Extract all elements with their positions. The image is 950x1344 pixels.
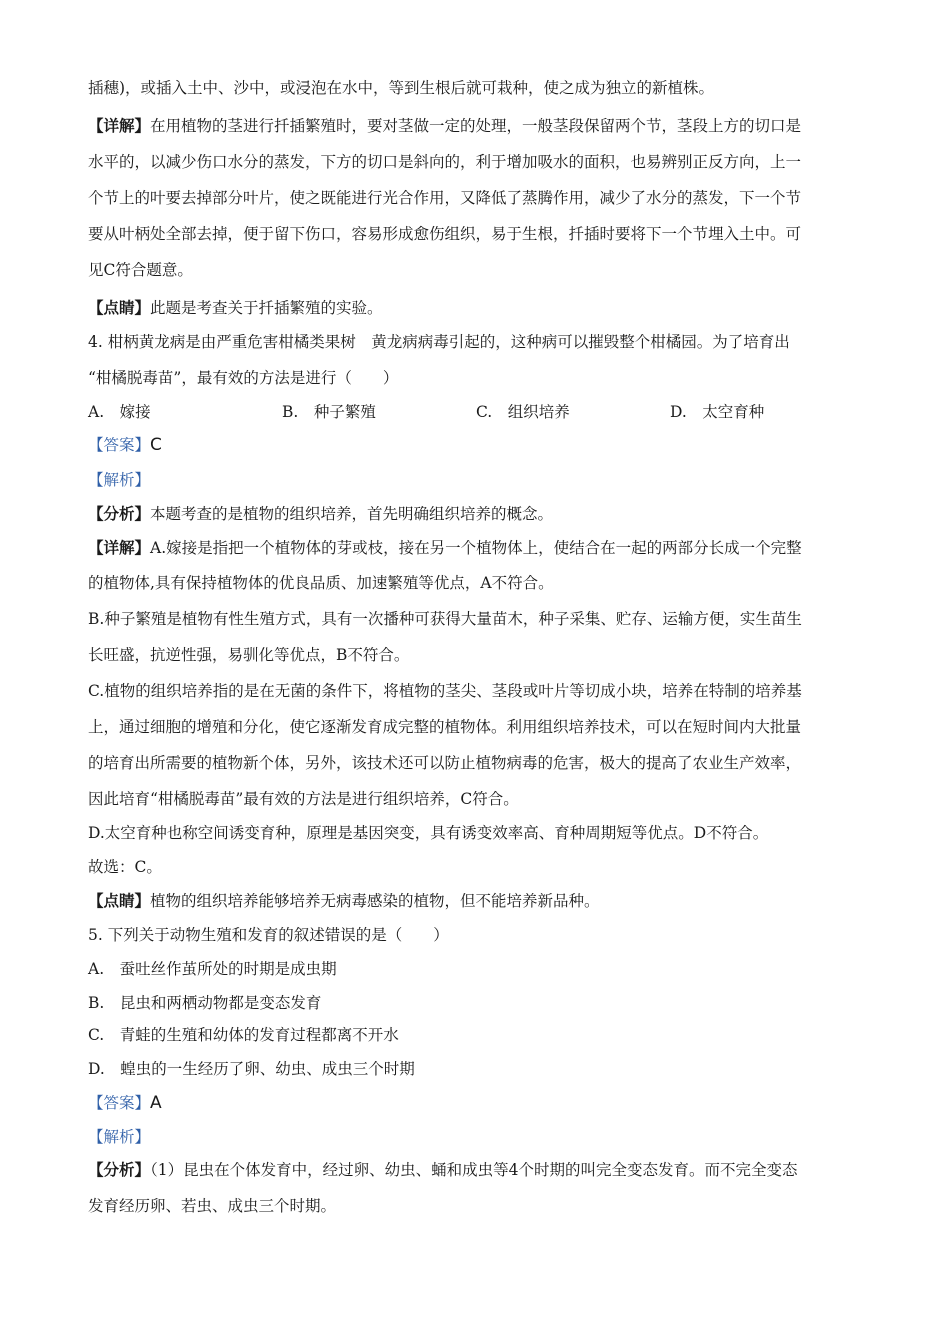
q5-analysis-text: （1）昆虫在个体发育中，经过卵、幼虫、蛹和成虫等4个时期的叫完全变态发育。而不完全变态 — [150, 1161, 798, 1179]
paragraph-line: 要从叶柄处全部去掉，便于留下伤口，容易形成愈伤组织，易于生根，扦插时要将下一个节埋入土中。可 — [88, 225, 802, 243]
answer-label: 【答案】 — [88, 436, 151, 454]
q3-comment-text: 此题是考查关于扦插繁殖的实验。 — [150, 299, 383, 317]
q3-detail-text: 在用植物的茎进行扦插繁殖时，要对茎做一定的处理，一般茎段保留两个节，茎段上方的切口是 — [150, 117, 802, 135]
paragraph-line: 的培育出所需要的植物新个体，另外，该技术还可以防止植物病毒的危害，极大的提高了农业生产效率， — [88, 754, 802, 772]
comment-label: 【点睛】 — [88, 299, 151, 317]
paragraph-line: 长旺盛，抗逆性强，易驯化等优点，B不符合。 — [88, 646, 410, 664]
q4-option-b: B. 种子繁殖 — [282, 403, 376, 421]
q4-analysis-line — [88, 504, 553, 524]
q4-detail-line — [88, 538, 802, 558]
paragraph-line: C.植物的组织培养指的是在无菌的条件下，将植物的茎尖、茎段或叶片等切成小块，培养在特制的培养基 — [88, 682, 802, 700]
q4-detail-text: A.嫁接是指把一个植物体的芽或枝，接在另一个植物体上，使结合在一起的两部分长成一个完整 — [150, 539, 802, 557]
q4-answer-value: C — [150, 435, 162, 455]
paragraph-line: 的植物体,具有保持植物体的优良品质、加速繁殖等优点，A不符合。 — [88, 574, 554, 592]
comment-label: 【点睛】 — [88, 892, 151, 910]
q5-answer-line — [88, 1093, 162, 1113]
paragraph-line: 见C符合题意。 — [88, 261, 193, 279]
q3-comment-line — [88, 298, 383, 318]
q4-option-a: A. 嫁接 — [88, 403, 151, 421]
q5-analysis-line — [88, 1160, 798, 1180]
paragraph-line: 上，通过细胞的增殖和分化，使它逐渐发育成完整的植物体。利用组织培养技术，可以在短时间内大批量 — [88, 718, 802, 736]
analysis-label: 【分析】 — [88, 505, 151, 523]
detail-label: 【详解】 — [88, 117, 151, 135]
paragraph-line: D.太空育种也称空间诱变育种，原理是基因突变，具有诱变效率高、育种周期短等优点。D不符合。 — [88, 824, 769, 842]
paragraph-line: 个节上的叶要去掉部分叶片，使之既能进行光合作用，又降低了蒸腾作用，减少了水分的蒸发，下一个节 — [88, 189, 802, 207]
paragraph-line: B.种子繁殖是植物有性生殖方式，具有一次播种可获得大量苗木，种子采集、贮存、运输方便，实生苗生 — [88, 610, 802, 628]
paragraph-line: 水平的，以减少伤口水分的蒸发，下方的切口是斜向的，利于增加吸水的面积，也易辨别正反方向，上一 — [88, 153, 802, 171]
q4-comment-text: 植物的组织培养能够培养无病毒感染的植物，但不能培养新品种。 — [150, 892, 600, 910]
q4-answer-line — [88, 435, 162, 455]
q3-detail-line — [88, 116, 801, 136]
paragraph-line: 因此培育“柑橘脱毒苗”最有效的方法是进行组织培养，C符合。 — [88, 790, 519, 808]
q4-stem-line-1: 4. 柑柄黄龙病是由严重危害柑橘类果树 黄龙病病毒引起的，这种病可以摧毁整个柑橘园。为了培育出 — [88, 333, 790, 351]
q5-option-c: C. 青蛙的生殖和幼体的发育过程都离不开水 — [88, 1026, 399, 1044]
detail-label: 【详解】 — [88, 539, 151, 557]
answer-label: 【答案】 — [88, 1094, 151, 1112]
q5-option-a: A. 蚕吐丝作茧所处的时期是成虫期 — [88, 960, 337, 978]
q5-option-b: B. 昆虫和两栖动物都是变态发育 — [88, 994, 322, 1012]
analysis-label: 【分析】 — [88, 1161, 151, 1179]
paragraph-line: 发育经历卵、若虫、成虫三个时期。 — [88, 1197, 337, 1215]
q5-stem-line: 5. 下列关于动物生殖和发育的叙述错误的是（ ） — [88, 926, 449, 944]
q5-analysis-heading: 【解析】 — [88, 1128, 151, 1146]
q4-analysis-heading: 【解析】 — [88, 471, 151, 489]
q4-option-c: C. 组织培养 — [476, 403, 570, 421]
q5-option-d: D. 蝗虫的一生经历了卵、幼虫、成虫三个时期 — [88, 1060, 415, 1078]
q4-choose-line: 故选：C。 — [88, 858, 162, 876]
q4-comment-line — [88, 891, 600, 911]
q5-answer-value: A — [150, 1093, 162, 1113]
q4-option-d: D. 太空育种 — [670, 403, 765, 421]
q4-analysis-text: 本题考查的是植物的组织培养，首先明确组织培养的概念。 — [150, 505, 554, 523]
q4-stem-line-2: “柑橘脱毒苗”，最有效的方法是进行（ ） — [88, 369, 399, 387]
paragraph-line: 插穗)，或插入土中、沙中，或浸泡在水中，等到生根后就可栽种，使之成为独立的新植株。 — [88, 79, 715, 97]
